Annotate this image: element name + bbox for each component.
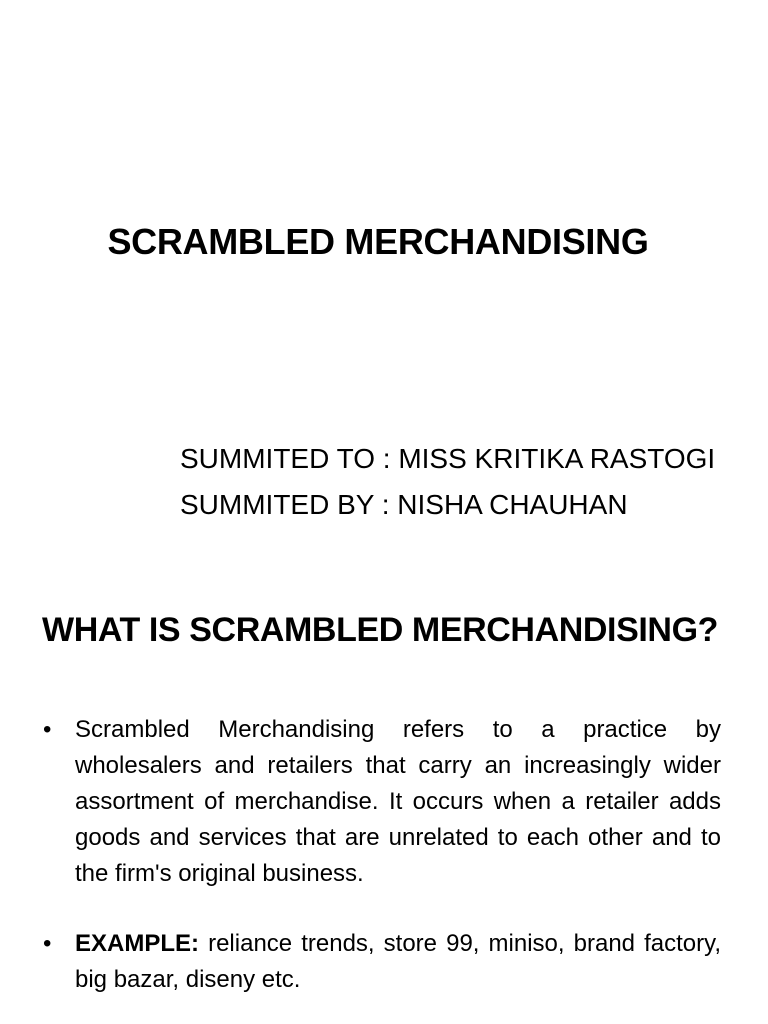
bullet-point-icon: • (43, 930, 52, 957)
submitted-to: SUMMITED TO : MISS KRITIKA RASTOGI (180, 443, 716, 474)
bullet-list (43, 712, 721, 998)
slide-title: SCRAMBLED MERCHANDISING (107, 221, 649, 262)
bullet-point-icon: • (43, 716, 52, 743)
section-heading: WHAT IS SCRAMBLED MERCHANDISING? (42, 611, 718, 649)
example-label: EXAMPLE: (75, 930, 200, 957)
submission-info (180, 436, 715, 528)
bullet-definition (43, 712, 721, 892)
bullet-example (43, 926, 721, 998)
submitted-by: SUMMITED BY : NISHA CHAUHAN (180, 489, 628, 520)
example-text: reliance trends, store 99, miniso, brand factory, big bazar, diseny etc. (75, 930, 721, 993)
definition-text: Scrambled Merchandising refers to a practice by wholesalers and retailers that carry an increasingly wider assortment of merchandise. It occurs when a retailer adds goods and services that are unrelated to each other and to the firm's original business. (75, 716, 721, 887)
